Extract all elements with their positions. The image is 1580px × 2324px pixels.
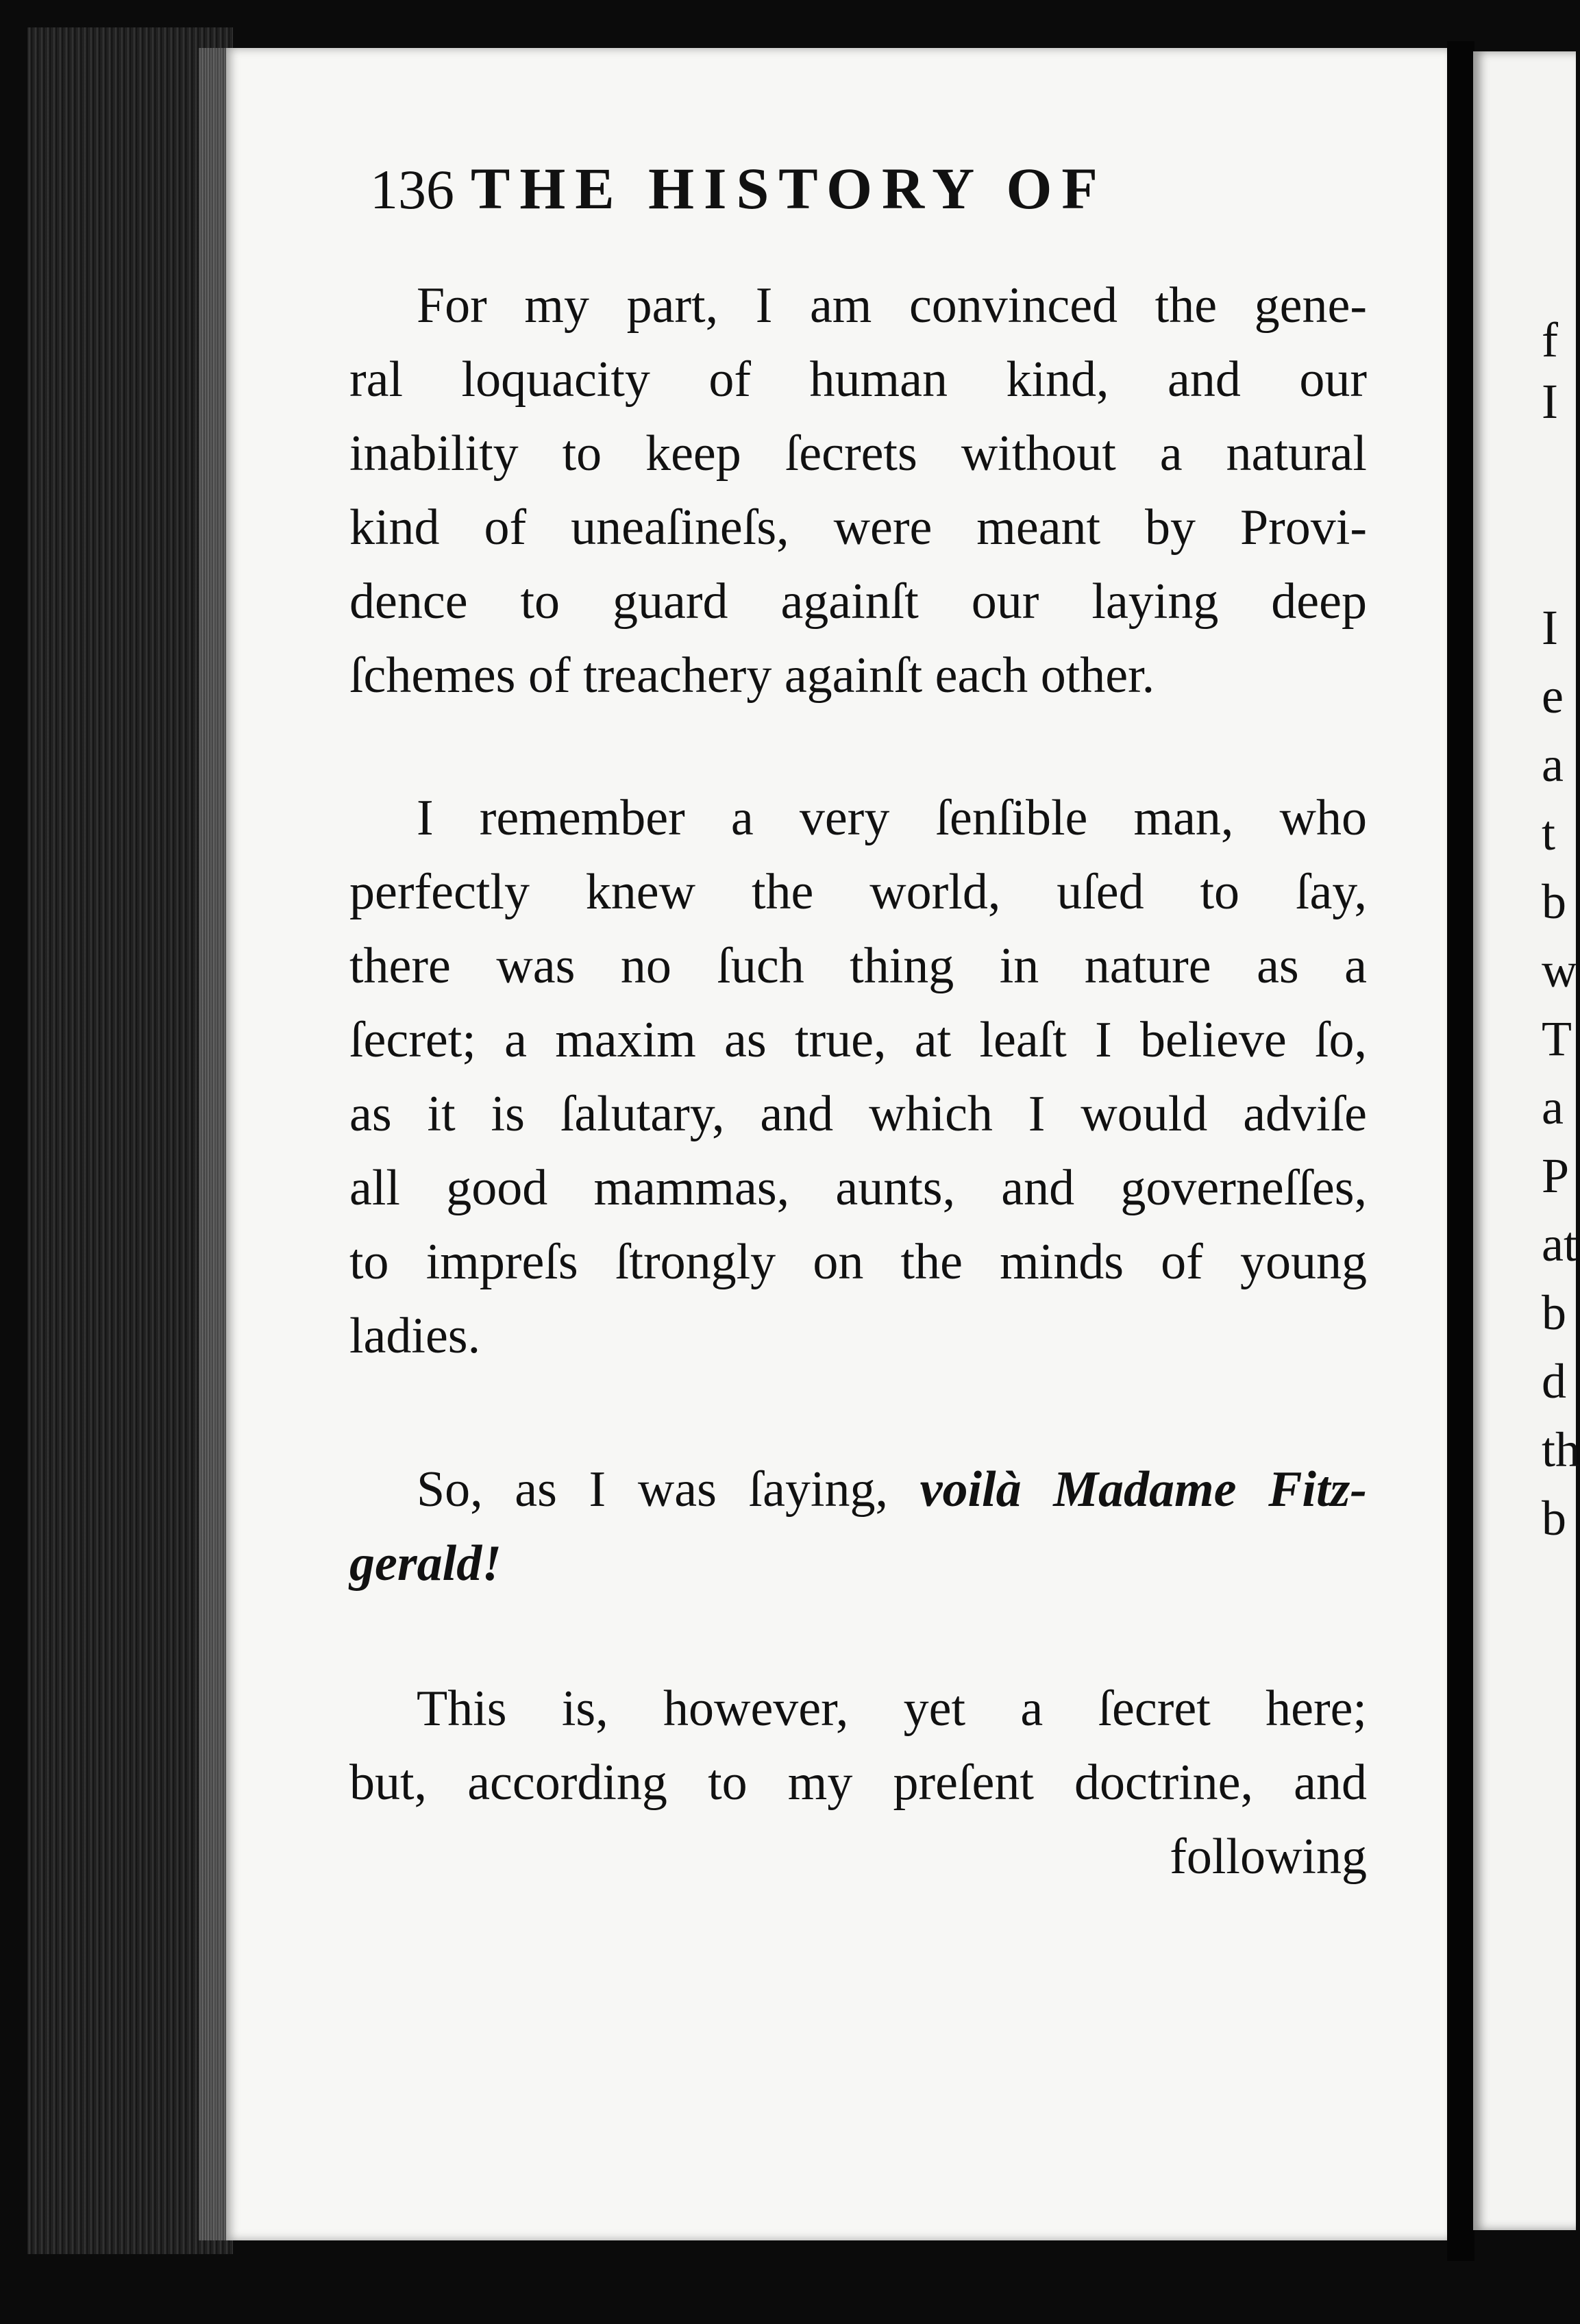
facing-fragment: b xyxy=(1542,874,1566,929)
text-line: ladies. xyxy=(349,1308,481,1364)
facing-fragment: T xyxy=(1542,1011,1572,1066)
paragraph-4 xyxy=(349,1672,1367,1894)
text-line: but, according to my preſent doctrine, and xyxy=(349,1755,1367,1811)
facing-fragment: e xyxy=(1542,669,1564,724)
facing-fragment: I xyxy=(1542,600,1558,655)
text-italic: gerald! xyxy=(349,1535,502,1592)
facing-page-edge xyxy=(1473,51,1576,2230)
text-line: as it is ſalutary, and which I would adviſe xyxy=(349,1086,1367,1142)
facing-fragment: f xyxy=(1542,312,1558,367)
text-line: For my part, I am convinced the gene- xyxy=(417,277,1367,334)
running-title: THE HISTORY OF xyxy=(471,156,1107,221)
text-line xyxy=(349,1526,1367,1600)
text-line: dence to guard againſt our laying deep xyxy=(349,573,1367,630)
facing-fragment: d xyxy=(1542,1354,1566,1409)
paragraph-3 xyxy=(349,1452,1367,1600)
page-edge-stack xyxy=(199,48,230,2240)
book-gutter xyxy=(1447,41,1474,2261)
facing-fragment: b xyxy=(1542,1285,1566,1340)
text-line: all good mammas, aunts, and governeſſes, xyxy=(349,1160,1367,1216)
facing-fragment: w xyxy=(1542,943,1577,998)
facing-fragment: a xyxy=(1542,1080,1564,1135)
text-line: kind of uneaſineſs, were meant by Provi- xyxy=(349,499,1367,556)
text-line: ral loquacity of human kind, and our xyxy=(349,351,1367,408)
facing-fragment: th xyxy=(1542,1422,1580,1477)
paragraph-1 xyxy=(349,269,1367,713)
text-line: inability to keep ſecrets without a natural xyxy=(349,425,1367,482)
paragraph-2 xyxy=(349,781,1367,1373)
facing-fragment: I xyxy=(1542,374,1558,429)
text-line: there was no ſuch thing in nature as a xyxy=(349,938,1367,994)
facing-fragment: at xyxy=(1542,1217,1577,1272)
catchword: following xyxy=(1170,1829,1367,1885)
text-line: I remember a very ſenſible man, who xyxy=(417,790,1367,846)
text-line: perfectly knew the world, uſed to ſay, xyxy=(349,864,1367,920)
facing-fragment: t xyxy=(1542,806,1556,861)
facing-fragment: P xyxy=(1542,1148,1570,1203)
text-italic: voilà Madame Fitz- xyxy=(919,1461,1367,1518)
facing-fragment: b xyxy=(1542,1491,1566,1546)
facing-fragment: a xyxy=(1542,737,1564,792)
page-number: 136 xyxy=(370,158,454,221)
running-header xyxy=(370,154,1370,223)
text-line: ſecret; a maxim as true, at leaſt I believe ſo, xyxy=(349,1012,1367,1068)
text-line: This is, however, yet a ſecret here; xyxy=(417,1681,1367,1737)
text-line xyxy=(349,1452,1367,1526)
text-line: ſchemes of treachery againſt each other. xyxy=(349,647,1155,704)
text-roman: So, as I was ſaying, xyxy=(417,1461,920,1518)
text-line: to impreſs ſtrongly on the minds of young xyxy=(349,1234,1367,1290)
